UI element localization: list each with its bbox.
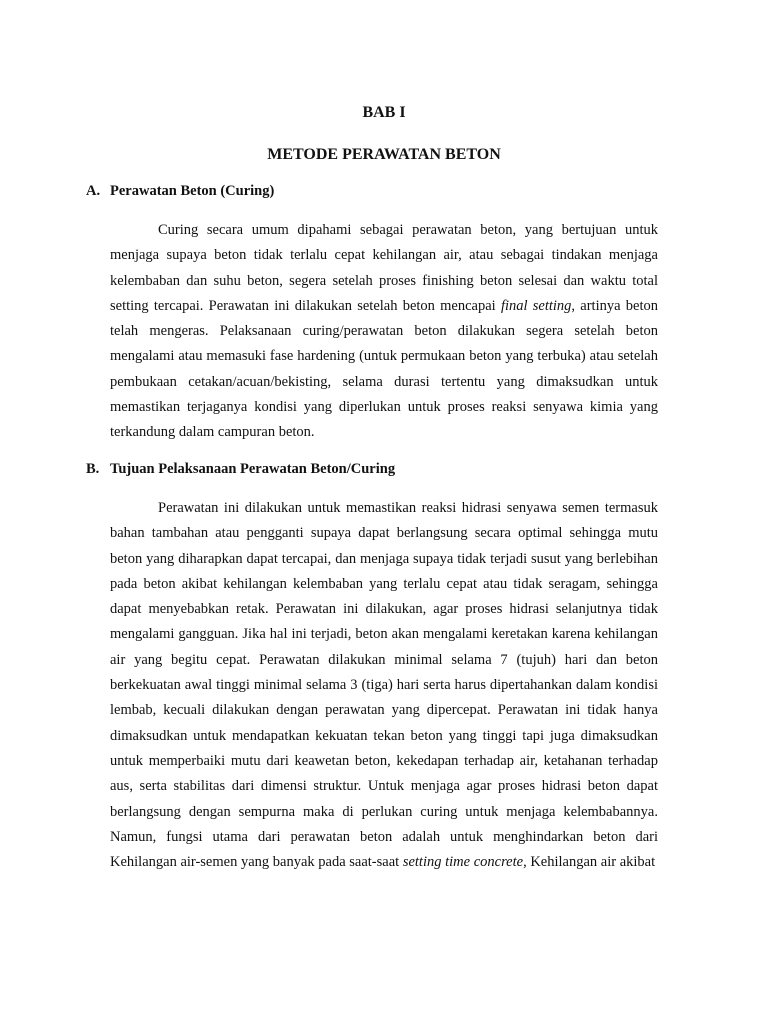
paragraph-text: Perawatan ini dilakukan untuk memastikan reaksi hidrasi senyawa semen termasuk bahan tambahan atau pengganti supaya dapat berlangsung secara optimal sehingga mutu beton yang diharapkan dapat tercapai, dan menjaga supaya tidak terjadi susut yang berlebihan pada beton akibat kehilangan kelembaban yang terlalu cepat atau tidak seragam, sehingga dapat menyebabkan retak. Perawatan ini dilakukan, agar proses hidrasi selanjutnya tidak mengalami gangguan. Jika hal ini terjadi, beton akan mengalami keretakan karena kehilangan air yang begitu cepat. Perawatan dilakukan minimal selama 7 (tujuh) hari dan beton berkekuatan awal tinggi minimal selama 3 (tiga) hari serta harus dipertahankan dalam kondisi lembab, kecuali dilakukan dengan perawatan yang dipercepat. Perawatan ini tidak hanya dimaksudkan untuk mendapatkan kekuatan tekan beton yang tinggi tapi juga dimaksudkan untuk memperbaiki mutu dari keawetan beton, kekedapan terhadap air, ketahanan terhadap aus, serta stabilitas dari dimensi struktur. Untuk menjaga agar proses hidrasi beton dapat berlangsung dengan sempurna maka di perlukan curing untuk menjaga kelembabannya. Namun, fungsi utama dari perawatan beton adalah untuk menghindarkan beton dari Kehilangan air-semen yang banyak pada saat-saat [110, 500, 658, 871]
italic-term: final setting [500, 297, 572, 314]
section-letter: B. [86, 461, 100, 477]
paragraph-text: , artinya beton telah mengeras. Pelaksanaan curing/perawatan beton dilakukan segera setelah beton mengalami atau memasuki fase hardening (untuk permukaan beton yang terbuka) atau setelah pembukaan cetakan/acuan/bekisting, selama durasi tertentu yang dimaksudkan untuk memastikan terjaganya kondisi yang diperlukan untuk proses reaksi senyawa kimia yang terkandung dalam campuran beton. [110, 297, 658, 441]
section-title: Perawatan Beton (Curing) [110, 183, 275, 199]
section-title: Tujuan Pelaksanaan Perawatan Beton/Curing [110, 461, 396, 477]
section-heading-a [86, 183, 274, 200]
italic-term: setting time concrete [402, 854, 524, 871]
paragraph-text: , Kehilangan air akibat [523, 854, 656, 871]
section-heading-b [86, 461, 395, 478]
section-b-paragraph [110, 496, 658, 900]
section-letter: A. [86, 183, 101, 199]
paragraph-text: Curing secara umum dipahami sebagai perawatan beton, yang bertujuan untuk menjaga supaya beton tidak terlalu cepat kehilangan air, atau sebagai tindakan menjaga kelembaban dan suhu beton, segera setelah proses finishing beton selesai dan waktu total setting tercapai. Perawatan ini dilakukan setelah beton mencapai [110, 222, 658, 314]
section-a-paragraph [110, 218, 658, 446]
document-title: METODE PERAWATAN BETON [267, 146, 501, 163]
chapter-heading: BAB I [362, 104, 406, 121]
